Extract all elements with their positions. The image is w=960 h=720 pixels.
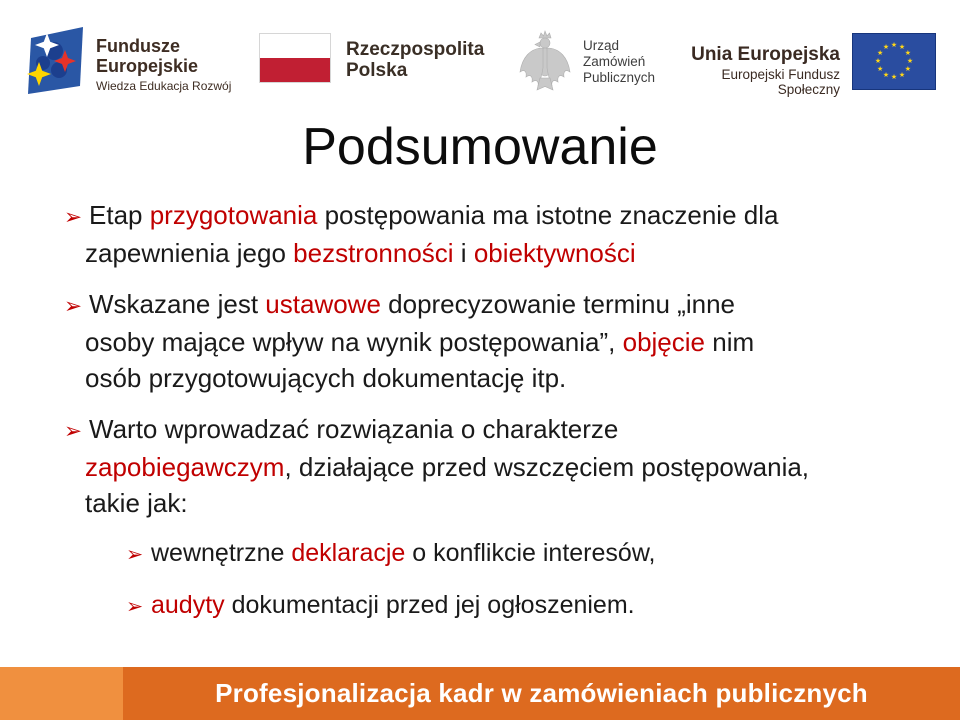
svg-text:★: ★ bbox=[882, 71, 890, 79]
text-segment: osób przygotowujących dokumentację itp. bbox=[85, 363, 567, 393]
text-segment: zapewnienia jego bbox=[85, 238, 294, 268]
fundusze-europejskie-logo bbox=[24, 24, 231, 96]
svg-text:★: ★ bbox=[876, 66, 884, 73]
rp-logo-text bbox=[346, 39, 484, 81]
uzp-eagle-icon bbox=[516, 28, 574, 96]
text-segment: Warto wprowadzać rozwiązania o charakterze bbox=[89, 414, 619, 444]
eu-flag-icon bbox=[852, 33, 936, 90]
svg-text:★: ★ bbox=[898, 71, 906, 79]
text-segment-highlight: przygotowania bbox=[149, 200, 318, 230]
svg-text:★: ★ bbox=[898, 44, 906, 52]
text-segment: dokumentacji przed jej ogłoszeniem. bbox=[224, 591, 635, 619]
unia-europejska-logo bbox=[682, 33, 936, 97]
rzeczpospolita-polska-logo bbox=[259, 33, 484, 83]
svg-text:★: ★ bbox=[874, 58, 882, 65]
footer-text: Profesjonalizacja kadr w zamówieniach publicznych bbox=[215, 678, 868, 708]
sub-bullet-list bbox=[126, 536, 898, 624]
svg-text:★: ★ bbox=[890, 74, 898, 81]
rp-line1: Rzeczpospolita bbox=[346, 39, 485, 60]
text-segment-highlight: audyty bbox=[151, 591, 225, 619]
text-segment: doprecyzowanie terminu „inne bbox=[380, 289, 735, 319]
text-segment-highlight: zapobiegawczym bbox=[85, 452, 285, 482]
ue-logo-text bbox=[682, 44, 840, 97]
text-segment-highlight: objęcie bbox=[622, 327, 706, 357]
footer-main-bar bbox=[123, 667, 960, 720]
sub-bullet-item bbox=[126, 588, 898, 624]
text-segment-highlight: obiektywności bbox=[473, 238, 636, 268]
svg-text:★: ★ bbox=[890, 42, 898, 49]
bullet-item bbox=[64, 197, 898, 271]
ue-line1: Unia Europejska bbox=[691, 44, 840, 65]
arrow-bullet-icon: ➢ bbox=[64, 419, 82, 443]
footer-banner bbox=[0, 667, 960, 720]
uzp-logo bbox=[516, 28, 655, 96]
text-segment: Etap bbox=[89, 200, 150, 230]
uzp-logo-text bbox=[583, 38, 655, 86]
arrow-bullet-icon: ➢ bbox=[126, 543, 144, 566]
text-segment: Wskazane jest bbox=[89, 289, 266, 319]
arrow-bullet-icon: ➢ bbox=[64, 205, 82, 229]
ue-line2: Europejski Fundusz Społeczny bbox=[721, 67, 840, 97]
text-segment: wewnętrzne bbox=[151, 539, 292, 567]
svg-text:★: ★ bbox=[876, 50, 884, 57]
text-segment: i bbox=[453, 238, 474, 268]
bullet-item bbox=[64, 411, 898, 521]
uzp-line2: Zamówień bbox=[583, 54, 646, 69]
text-segment-highlight: bezstronności bbox=[293, 238, 454, 268]
text-segment: nim bbox=[705, 327, 755, 357]
footer-accent-block bbox=[0, 667, 123, 720]
uzp-line3: Publicznych bbox=[583, 70, 656, 85]
text-segment: osoby mające wpływ na wynik postępowania”, bbox=[85, 327, 623, 357]
slide-title: Podsumowanie bbox=[302, 118, 658, 176]
arrow-bullet-icon: ➢ bbox=[126, 595, 144, 618]
fe-title-line2: Europejskie bbox=[96, 56, 199, 76]
bullet-item bbox=[64, 286, 898, 396]
rp-line2: Polska bbox=[346, 60, 408, 81]
svg-text:★: ★ bbox=[904, 50, 912, 57]
fe-flag-icon bbox=[24, 24, 86, 96]
uzp-line1: Urząd bbox=[583, 38, 620, 53]
text-segment: o konflikcie interesów, bbox=[405, 539, 656, 567]
svg-text:★: ★ bbox=[882, 44, 890, 52]
svg-text:★: ★ bbox=[906, 58, 914, 65]
fe-logo-text bbox=[96, 36, 231, 93]
text-segment-highlight: ustawowe bbox=[265, 289, 381, 319]
poland-flag-icon bbox=[259, 33, 331, 83]
fe-title-line1: Fundusze bbox=[96, 36, 180, 56]
fe-subtitle: Wiedza Edukacja Rozwój bbox=[96, 79, 232, 93]
arrow-bullet-icon: ➢ bbox=[64, 294, 82, 318]
svg-text:★: ★ bbox=[904, 66, 912, 73]
sub-bullet-item bbox=[126, 536, 898, 572]
bullet-list bbox=[64, 197, 898, 640]
text-segment: takie jak: bbox=[85, 488, 188, 518]
text-segment: , działające przed wszczęciem postępowania, bbox=[284, 452, 810, 482]
text-segment-highlight: deklaracje bbox=[291, 539, 406, 567]
text-segment: postępowania ma istotne znaczenie dla bbox=[317, 200, 779, 230]
